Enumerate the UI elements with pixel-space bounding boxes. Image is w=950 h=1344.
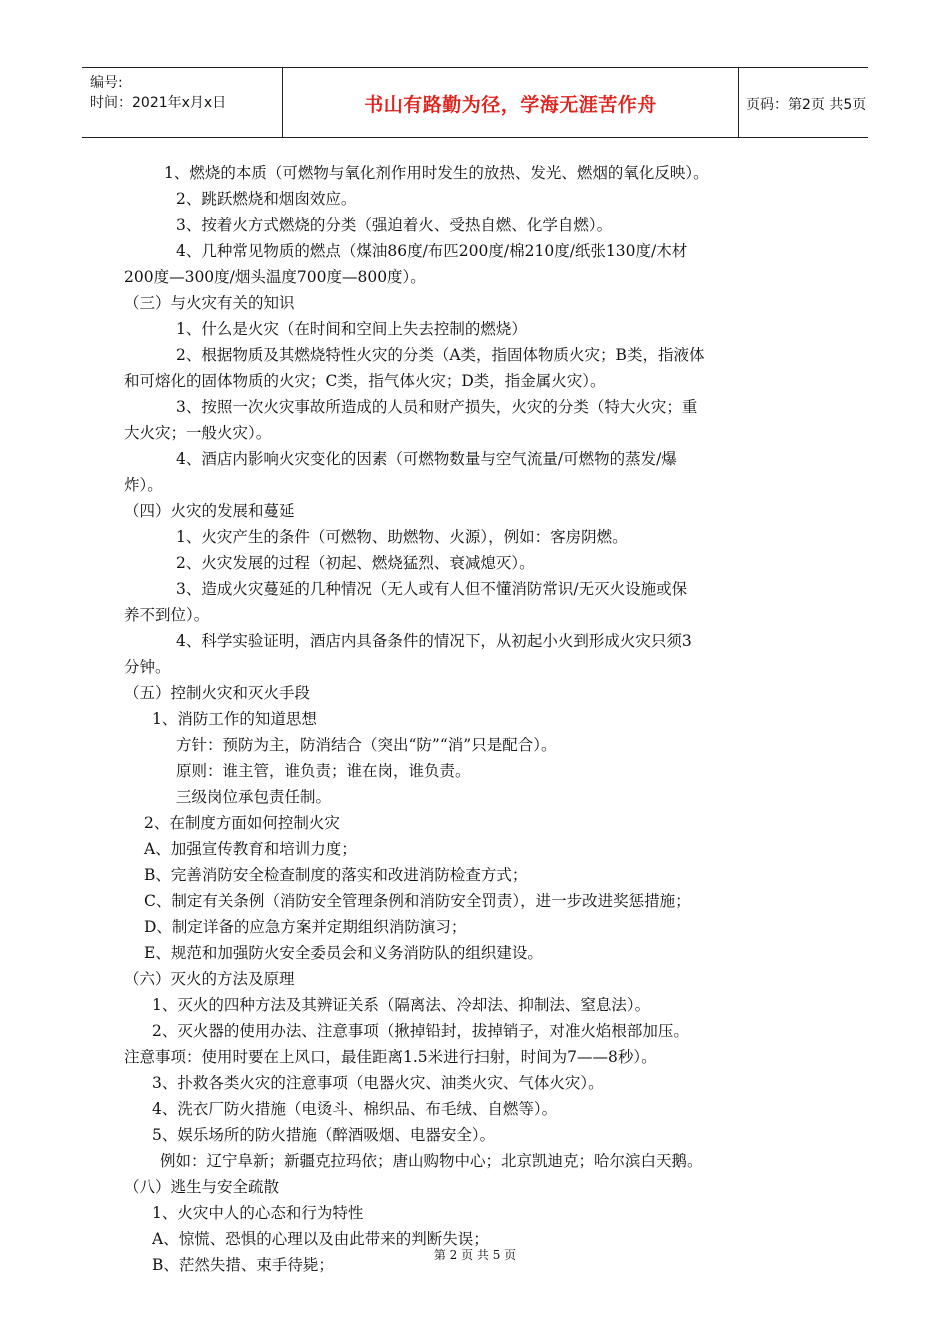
text-line: 4、酒店内影响火灾变化的因素（可燃物数量与空气流量/可燃物的蒸发/爆	[176, 450, 677, 468]
text-line: 2、在制度方面如何控制火灾	[144, 814, 340, 832]
page-footer: 第 2 页 共 5 页	[433, 1248, 517, 1262]
text-line: A、加强宣传教育和培训力度；	[144, 840, 357, 858]
text-line: 三级岗位承包责任制。	[176, 788, 332, 806]
text-line: 方针：预防为主，防消结合（突出“防”“消”只是配合）。	[176, 736, 557, 754]
header-page-cell	[738, 68, 868, 137]
document-date: 时间：2021年x月x日	[90, 95, 227, 111]
header-meta-cell	[82, 68, 282, 137]
header-motto: 书山有路勤为径，学海无涯苦作舟	[364, 94, 657, 116]
text-line: 1、火灾中人的心态和行为特性	[152, 1204, 364, 1222]
text-line: 2、跳跃燃烧和烟囱效应。	[176, 190, 357, 208]
text-line: 1、什么是火灾（在时间和空间上失去控制的燃烧）	[176, 320, 527, 338]
text-line: A、惊慌、恐惧的心理以及由此带来的判断失误；	[152, 1230, 489, 1248]
text-line: 2、根据物质及其燃烧特性火灾的分类（A类，指固体物质火灾；B类，指液体	[176, 346, 705, 364]
text-line: 养不到位）。	[124, 606, 210, 624]
document-number-label: 编号:	[90, 75, 123, 91]
text-line: 分钟。	[124, 658, 171, 676]
page-header	[82, 67, 868, 138]
text-line: （八）逃生与安全疏散	[124, 1178, 280, 1196]
text-line: 3、按着火方式燃烧的分类（强迫着火、受热自燃、化学自燃）。	[176, 216, 613, 234]
text-line: 炸）。	[124, 476, 163, 494]
text-line: 大火灾；一般火灾）。	[124, 424, 272, 442]
text-line: D、制定详备的应急方案并定期组织消防演习；	[144, 918, 467, 936]
document-body	[124, 160, 844, 1278]
text-line: E、规范和加强防火安全委员会和义务消防队的组织建设。	[144, 944, 543, 962]
text-line: （三）与火灾有关的知识	[124, 294, 295, 312]
text-line: 和可熔化的固体物质的火灾；C类，指气体火灾；D类，指金属火灾）。	[124, 372, 606, 390]
text-line: 5、娱乐场所的防火措施（醉酒吸烟、电器安全）。	[152, 1126, 496, 1144]
text-line: 4、几种常见物质的燃点（煤油86度/布匹200度/棉210度/纸张130度/木材	[176, 242, 688, 260]
text-line: 3、扑救各类火灾的注意事项（电器火灾、油类火灾、气体火灾）。	[152, 1074, 604, 1092]
text-line: 3、造成火灾蔓延的几种情况（无人或有人但不懂消防常识/无灭火设施或保	[176, 580, 688, 598]
text-line: （四）火灾的发展和蔓延	[124, 502, 295, 520]
text-line: 1、灭火的四种方法及其辨证关系（隔离法、冷却法、抑制法、窒息法）。	[152, 996, 651, 1014]
header-motto-cell	[282, 68, 739, 137]
text-line: B、完善消防安全检查制度的落实和改进消防检查方式；	[144, 866, 528, 884]
text-line: 2、火灾发展的过程（初起、燃烧猛烈、衰减熄灭）。	[176, 554, 535, 572]
page-number-info: 页码：第2页 共5页	[746, 97, 867, 113]
text-line: 3、按照一次火灾事故所造成的人员和财产损失，火灾的分类（特大火灾；重	[176, 398, 698, 416]
text-line: 注意事项：使用时要在上风口，最佳距离1.5米进行扫射，时间为7——8秒）。	[124, 1048, 657, 1066]
text-line: B、茫然失措、束手待毙；	[152, 1256, 334, 1274]
text-line: 4、科学实验证明，酒店内具备条件的情况下，从初起小火到形成火灾只须3	[176, 632, 692, 650]
text-line: 4、洗衣厂防火措施（电烫斗、棉织品、布毛绒、自燃等）。	[152, 1100, 558, 1118]
text-line: 原则：谁主管，谁负责；谁在岗，谁负责。	[176, 762, 471, 780]
text-line: （六）灭火的方法及原理	[124, 970, 295, 988]
text-line: 2、灭火器的使用办法、注意事项（揪掉铅封，拔掉销子，对准火焰根部加压。	[152, 1022, 689, 1040]
text-line: 例如：辽宁阜新；新疆克拉玛依；唐山购物中心；北京凯迪克；哈尔滨白天鹅。	[160, 1152, 703, 1170]
text-line: 1、消防工作的知道思想	[152, 710, 317, 728]
text-line: 1、火灾产生的条件（可燃物、助燃物、火源），例如：客房阴燃。	[176, 528, 628, 546]
text-line: 1、燃烧的本质（可燃物与氧化剂作用时发生的放热、发光、燃烟的氧化反映）。	[164, 164, 709, 182]
text-line: 200度—300度/烟头温度700度—800度）。	[124, 268, 426, 286]
text-line: （五）控制火灾和灭火手段	[124, 684, 311, 702]
text-line: C、制定有关条例（消防安全管理条例和消防安全罚责），进一步改进奖惩措施；	[144, 892, 691, 910]
